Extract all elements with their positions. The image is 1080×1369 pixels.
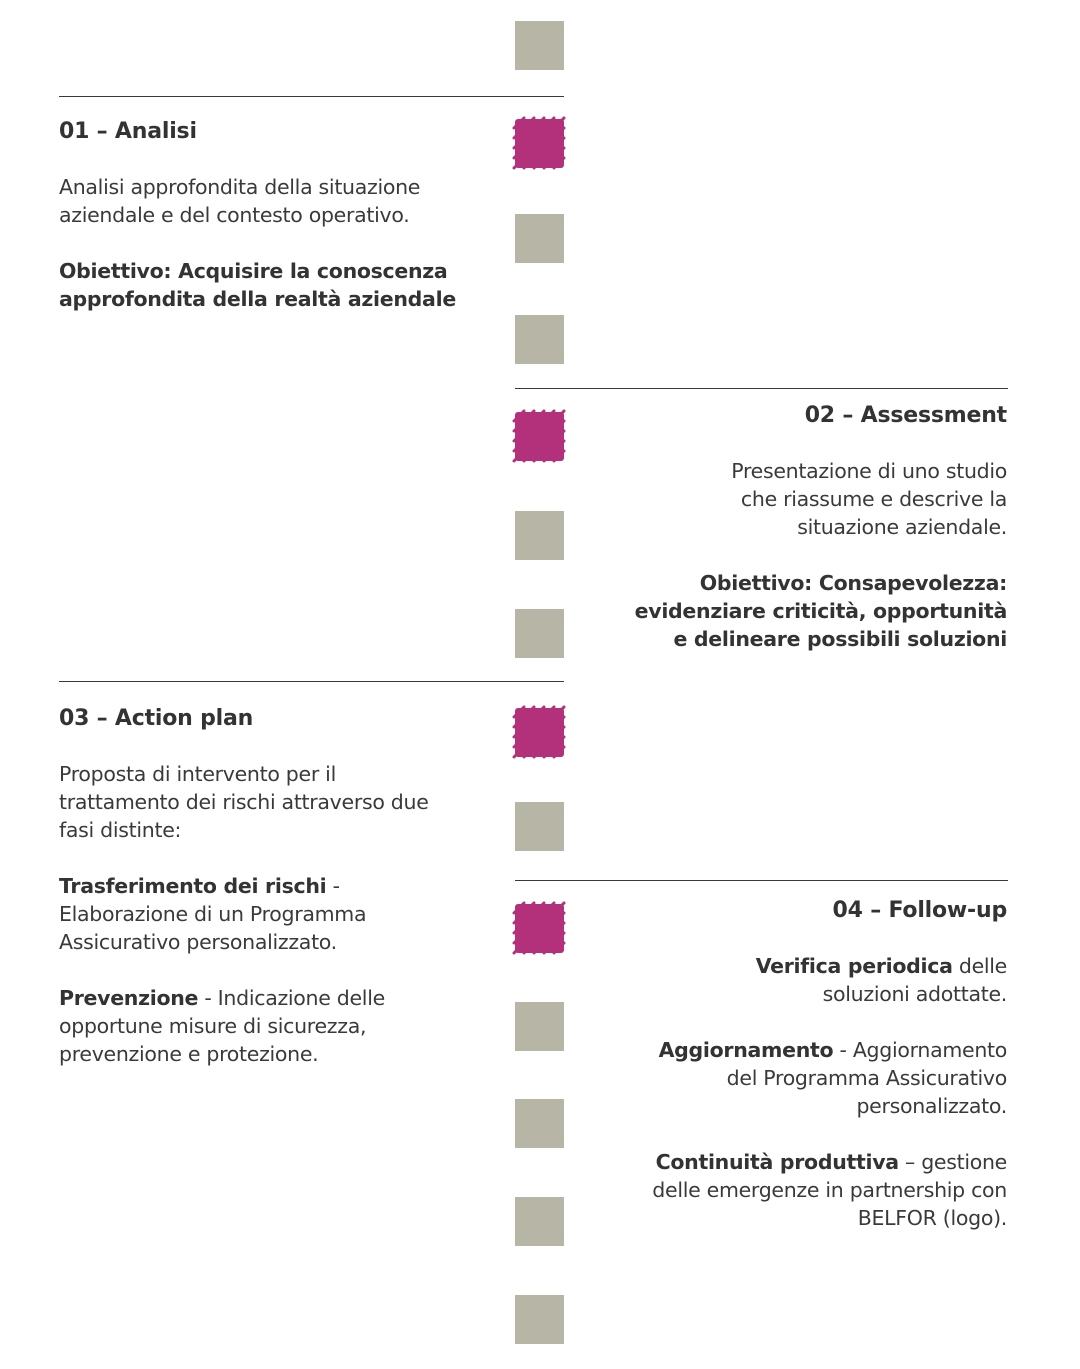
step-item-text: - Indicazione delle opportune misure di sicurezza, prevenzione e protezione. [59, 986, 385, 1066]
step-title: 04 – Follow-up [832, 898, 1007, 923]
step-item-text: - Elaborazione di un Programma Assicurativo personalizzato. [59, 874, 367, 954]
step-title: 02 – Assessment [804, 403, 1007, 428]
step-item [632, 952, 1007, 1008]
step-item-label: Trasferimento dei rischi [59, 874, 327, 898]
step-item-text: - Aggiornamento del Programma Assicurativo personalizzato. [726, 1038, 1007, 1118]
timeline-square [515, 609, 564, 658]
step-title: 03 – Action plan [59, 706, 254, 731]
step-analisi [59, 118, 459, 341]
step-marker-icon [512, 116, 567, 171]
timeline-square [515, 315, 564, 364]
timeline-square [515, 1002, 564, 1051]
timeline-square [515, 21, 564, 70]
step-item [59, 984, 429, 1068]
step-item-label: Continuità produttiva [655, 1150, 899, 1174]
step-item [632, 1036, 1007, 1120]
timeline-square [515, 511, 564, 560]
step-description: Proposta di intervento per il trattamento dei rischi attraverso due fasi distinte: [59, 762, 429, 842]
timeline-square [515, 214, 564, 263]
step-item-text: delle soluzioni adottate. [822, 954, 1007, 1006]
step-marker-icon [512, 705, 567, 760]
timeline-square [515, 1099, 564, 1148]
step-divider [59, 681, 564, 682]
step-action-plan [59, 705, 429, 1096]
step-title: 01 – Analisi [59, 119, 197, 144]
step-item-label: Aggiornamento [658, 1038, 834, 1062]
step-follow-up [632, 897, 1007, 1260]
step-item-label: Verifica periodica [755, 954, 953, 978]
step-description: Presentazione di uno studio che riassume e descrive la situazione aziendale. [731, 459, 1007, 539]
step-goal: Obiettivo: Acquisire la conoscenza approfondita della realtà aziendale [59, 259, 456, 311]
step-divider [515, 880, 1008, 881]
step-description: Analisi approfondita della situazione aziendale e del contesto operativo. [59, 175, 421, 227]
step-marker-icon [512, 901, 567, 956]
step-item [59, 872, 429, 956]
timeline-square [515, 1295, 564, 1344]
step-divider [59, 96, 564, 97]
timeline-square [515, 802, 564, 851]
step-assessment [627, 402, 1007, 681]
step-marker-icon [512, 409, 567, 464]
step-goal: Obiettivo: Consapevolezza: evidenziare criticità, opportunità e delineare possibili soluzioni [634, 571, 1007, 651]
step-item [632, 1148, 1007, 1232]
step-item-label: Prevenzione [59, 986, 199, 1010]
step-item-text: – gestione delle emergenze in partnership con BELFOR (logo). [652, 1150, 1007, 1230]
timeline-square [515, 1197, 564, 1246]
step-divider [515, 388, 1008, 389]
